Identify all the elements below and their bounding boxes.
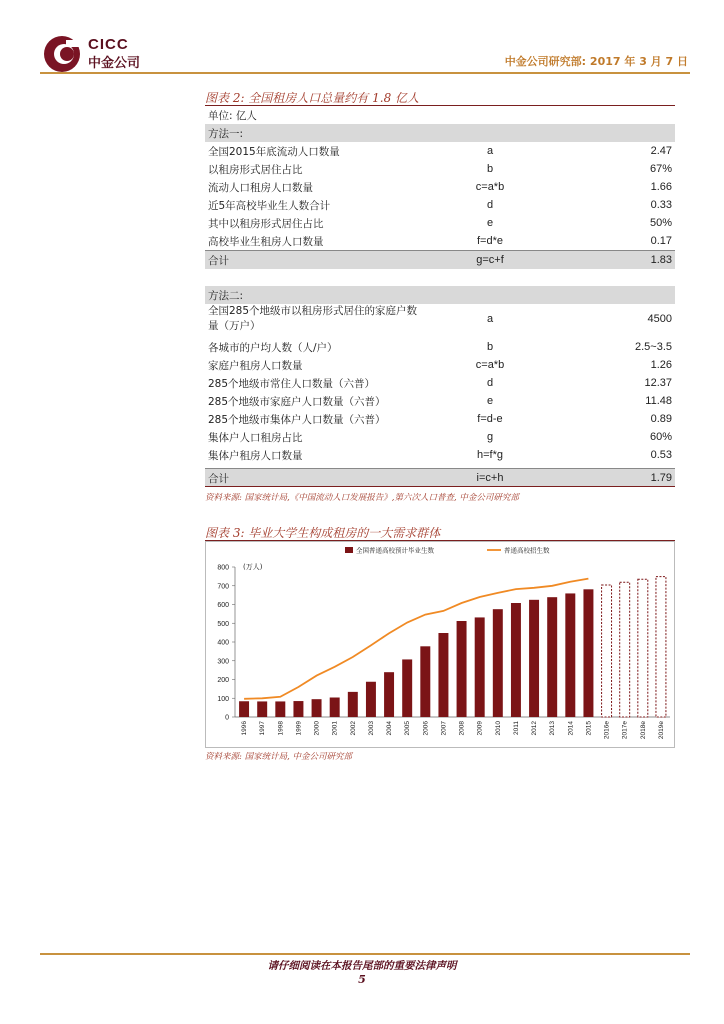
y-tick-label: 600	[217, 602, 229, 609]
row-label: 285个地级市集体户人口数量（六普）	[208, 413, 386, 426]
x-tick-label: 2008	[458, 721, 466, 736]
method1-total-label: 合计	[208, 254, 229, 267]
method1-label: 方法一:	[208, 127, 244, 140]
y-tick-label: 300	[217, 658, 229, 666]
bar-2009	[475, 617, 485, 717]
y-tick-label: 200	[217, 677, 229, 684]
x-tick-label: 2018e	[639, 721, 647, 740]
y-tick-label: 400	[217, 639, 229, 647]
x-tick-label: 2002	[349, 721, 357, 736]
table-row	[205, 410, 675, 428]
method2-total-label: 合计	[208, 472, 229, 485]
bar-2005	[402, 659, 412, 717]
method2-total-formula: i=c+h	[476, 472, 504, 484]
row-label: 集体户租房人口数量	[208, 449, 303, 462]
bar-2012	[529, 600, 539, 717]
x-tick-label: 2011	[512, 721, 520, 735]
bar-2010	[493, 609, 503, 717]
report-date-header: 中金公司研究部: 2017 年 3 月 7 日	[504, 55, 688, 68]
x-tick-label: 2016e	[603, 721, 611, 740]
logo-text-cicc: CICC	[88, 36, 129, 53]
row-formula: e	[486, 395, 494, 407]
table-row	[205, 178, 675, 196]
x-tick-label: 1998	[277, 721, 285, 736]
row-formula: d	[486, 199, 494, 211]
bar-2017e	[620, 582, 630, 717]
table-unit-row	[205, 106, 675, 124]
method1-total-value: 1.83	[650, 254, 672, 266]
legend-swatch-graduates	[345, 547, 353, 553]
bar-1997	[257, 701, 267, 717]
x-tick-label: 2013	[549, 721, 557, 736]
cicc-logo-icon	[42, 34, 82, 74]
bar-1999	[293, 701, 303, 717]
x-tick-label: 1999	[295, 721, 303, 736]
x-tick-label: 2009	[476, 721, 484, 736]
row-value: 1.66	[650, 181, 672, 193]
legal-notice: 请仔细阅读在本报告尾部的重要法律声明	[267, 960, 457, 972]
row-value: 0.89	[650, 413, 672, 425]
row-value: 50%	[649, 217, 672, 229]
row-label: 家庭户租房人口数量	[208, 359, 303, 372]
bar-2003	[366, 682, 376, 717]
row-value: 0.17	[650, 235, 672, 247]
row-value: 60%	[649, 431, 672, 443]
row-label: 以租房形式居住占比	[208, 163, 303, 176]
row-formula: h=f*g	[477, 449, 503, 461]
bar-2018e	[638, 579, 648, 717]
row-formula: b	[486, 341, 494, 353]
x-tick-label: 2014	[567, 721, 575, 736]
figure2-source: 资料来源: 国家统计局,《中国流动人口发展报告》,第六次人口普查, 中金公司研究部	[205, 493, 519, 503]
row-formula: c=a*b	[475, 359, 505, 371]
x-tick-label: 2015	[585, 721, 593, 736]
row-value: 4500	[647, 313, 672, 325]
table-row	[205, 142, 675, 160]
row-formula: g	[486, 431, 494, 443]
y-axis-label: (万人)	[243, 563, 263, 571]
y-tick-label: 500	[217, 620, 229, 628]
bar-2016e	[602, 585, 612, 717]
row-value: 2.5~3.5	[634, 341, 672, 353]
table-row	[205, 160, 675, 178]
row-label: 其中以租房形式居住占比	[208, 217, 324, 230]
table-row	[205, 356, 675, 374]
footer-divider	[40, 953, 690, 955]
table-row	[205, 304, 675, 334]
row-label: 285个地级市家庭户人口数量（六普）	[208, 395, 386, 408]
table-bottom-rule	[205, 486, 675, 487]
row-formula: a	[486, 145, 494, 157]
legend-label-enrollment: 普通高校招生数	[504, 546, 550, 555]
row-value: 2.47	[650, 145, 672, 157]
row-value: 1.26	[650, 359, 672, 371]
bar-1996	[239, 701, 249, 717]
x-tick-label: 2004	[386, 721, 394, 736]
y-tick-label: 100	[217, 695, 229, 703]
row-value: 11.48	[645, 395, 672, 407]
row-label: 各城市的户均人数（人/户）	[208, 341, 338, 354]
bar-2015	[583, 589, 593, 717]
row-formula: c=a*b	[475, 181, 505, 193]
table-row	[205, 374, 675, 392]
bar-2004	[384, 672, 394, 717]
table-row	[205, 196, 675, 214]
table-row	[205, 338, 675, 356]
method2-label: 方法二:	[208, 289, 244, 302]
row-label: 全国285个地级市以租房形式居住的家庭户数量（万户）	[208, 305, 418, 332]
bar-2002	[348, 692, 358, 717]
figure2-table	[205, 106, 675, 496]
row-formula: d	[486, 377, 494, 389]
method2-total-row	[205, 468, 675, 487]
bar-2019e	[656, 577, 666, 717]
table-row	[205, 428, 675, 446]
row-formula: f=d-e	[477, 413, 503, 425]
row-label: 285个地级市常住人口数量（六普）	[208, 377, 376, 390]
method1-header-row	[205, 124, 675, 142]
x-tick-label: 2003	[367, 721, 375, 736]
y-tick-label: 800	[217, 564, 229, 572]
row-formula: b	[486, 163, 494, 175]
table-row	[205, 392, 675, 410]
row-label: 全国2015年底流动人口数量	[208, 145, 340, 158]
x-tick-label: 2005	[404, 721, 412, 736]
table-row	[205, 214, 675, 232]
graduates-chart	[205, 541, 675, 748]
x-tick-label: 2001	[331, 721, 339, 736]
table-row	[205, 446, 675, 464]
row-label: 近5年高校毕业生人数合计	[208, 199, 331, 212]
table-row	[205, 232, 675, 250]
x-tick-label: 2012	[531, 721, 539, 736]
method1-total-formula: g=c+f	[476, 254, 504, 266]
bar-2013	[547, 597, 557, 717]
y-tick-label: 700	[217, 583, 229, 591]
row-value: 0.33	[650, 199, 672, 211]
row-label: 高校毕业生租房人口数量	[208, 235, 324, 248]
row-value: 67%	[649, 163, 672, 175]
bar-2001	[330, 698, 340, 718]
row-label: 流动人口租房人口数量	[208, 181, 313, 194]
method2-total-value: 1.79	[650, 472, 672, 484]
figure3-source: 资料来源: 国家统计局, 中金公司研究部	[205, 752, 352, 762]
x-tick-label: 1996	[241, 721, 249, 736]
row-formula: e	[486, 217, 494, 229]
logo-text-cn: 中金公司	[88, 56, 141, 71]
page-number: 5	[358, 973, 366, 986]
row-value: 12.37	[644, 377, 672, 389]
legend-label-graduates: 全国普通高校预计毕业生数	[356, 546, 434, 555]
row-label: 集体户人口租房占比	[208, 431, 303, 444]
header-divider	[40, 72, 690, 74]
x-tick-label: 2007	[440, 721, 448, 736]
row-formula: a	[486, 313, 494, 325]
method2-header-row	[205, 286, 675, 304]
x-tick-label: 1997	[259, 721, 267, 736]
bar-2008	[457, 621, 467, 717]
row-formula: f=d*e	[477, 235, 503, 247]
y-tick-label: 0	[225, 714, 229, 722]
bar-2007	[438, 633, 448, 717]
table-unit: 单位: 亿人	[208, 109, 257, 122]
figure3-title: 图表 3: 毕业大学生构成租房的一大需求群体	[205, 526, 441, 540]
method1-total-row	[205, 250, 675, 269]
bar-2000	[312, 699, 322, 717]
bar-1998	[275, 701, 285, 717]
row-value: 0.53	[650, 449, 672, 461]
bar-2014	[565, 593, 575, 717]
x-tick-label: 2010	[494, 721, 502, 736]
x-tick-label: 2017e	[621, 721, 629, 740]
bar-2006	[420, 646, 430, 717]
x-tick-label: 2006	[422, 721, 430, 736]
bar-2011	[511, 603, 521, 717]
x-tick-label: 2019e	[657, 721, 665, 740]
x-tick-label: 2000	[313, 721, 321, 736]
figure2-title: 图表 2: 全国租房人口总量约有 1.8 亿人	[205, 91, 420, 105]
